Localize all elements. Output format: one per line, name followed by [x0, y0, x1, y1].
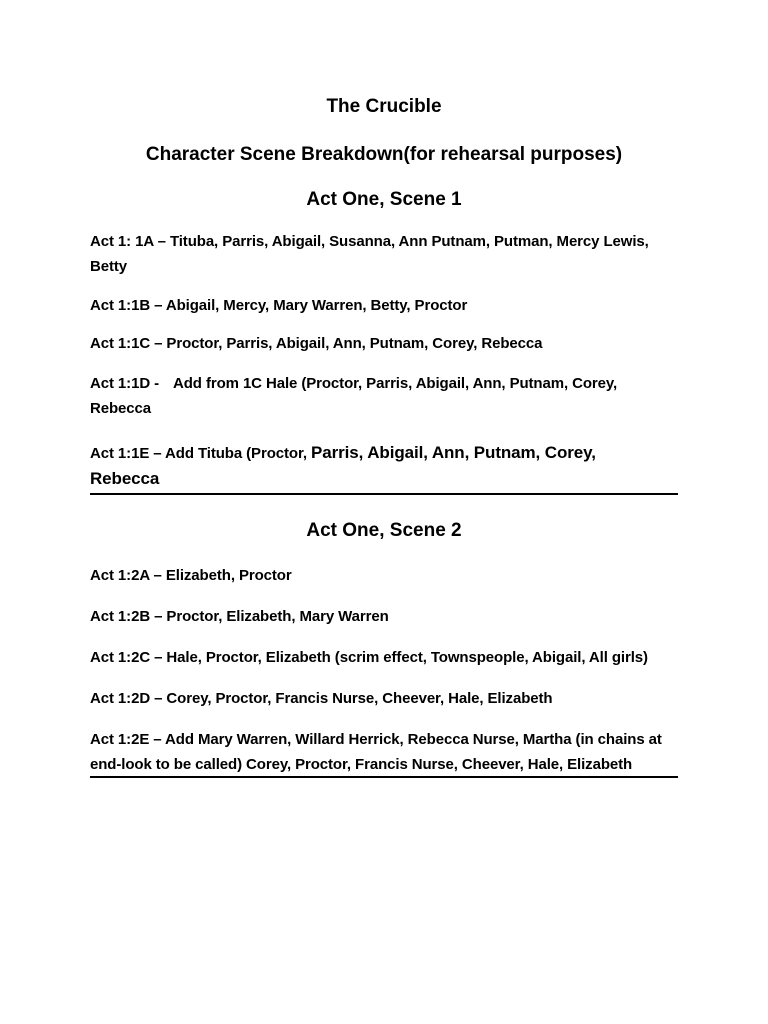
scene-1d-label: Act 1:1D -	[90, 375, 160, 392]
scene-1e-line	[90, 440, 680, 492]
scene-1e-rest: Parris, Abigail, Ann, Putnam, Corey,	[311, 443, 596, 462]
scene-1-divider	[90, 493, 678, 495]
scene-1-heading: Act One, Scene 1	[306, 189, 462, 210]
scene-2a-line: Act 1:2A – Elizabeth, Proctor	[90, 567, 292, 584]
scene-2d-line: Act 1:2D – Corey, Proctor, Francis Nurse, Cheever, Hale, Elizabeth	[90, 690, 553, 707]
scene-1e-prefix: Act 1:1E – Add Tituba (Proctor,	[90, 445, 307, 462]
scene-2c-line: Act 1:2C – Hale, Proctor, Elizabeth (scrim effect, Townspeople, Abigail, All girls)	[90, 649, 648, 666]
scene-2-divider	[90, 776, 678, 778]
scene-2b-line: Act 1:2B – Proctor, Elizabeth, Mary Warren	[90, 608, 389, 625]
document-title: The Crucible	[326, 96, 442, 117]
scene-2-heading: Act One, Scene 2	[306, 520, 462, 541]
scene-2e-line: Act 1:2E – Add Mary Warren, Willard Herrick, Rebecca Nurse, Martha (in chains at end-look to be called) Corey, Proctor, Francis Nurse, Cheever, Hale, Elizabeth	[90, 731, 662, 773]
document-subtitle: Character Scene Breakdown(for rehearsal purposes)	[145, 144, 623, 165]
scene-1d-line	[90, 371, 680, 421]
scene-1c-line: Act 1:1C – Proctor, Parris, Abigail, Ann, Putnam, Corey, Rebecca	[90, 335, 543, 352]
scene-1a-line: Act 1: 1A – Tituba, Parris, Abigail, Susanna, Ann Putnam, Putman, Mercy Lewis, Betty	[90, 233, 649, 275]
scene-1b-line: Act 1:1B – Abigail, Mercy, Mary Warren, Betty, Proctor	[90, 297, 468, 314]
scene-1d-text: Add from 1C Hale (Proctor, Parris, Abigail, Ann, Putnam, Corey, Rebecca	[90, 375, 618, 417]
scene-1e-end: Rebecca	[90, 469, 160, 488]
